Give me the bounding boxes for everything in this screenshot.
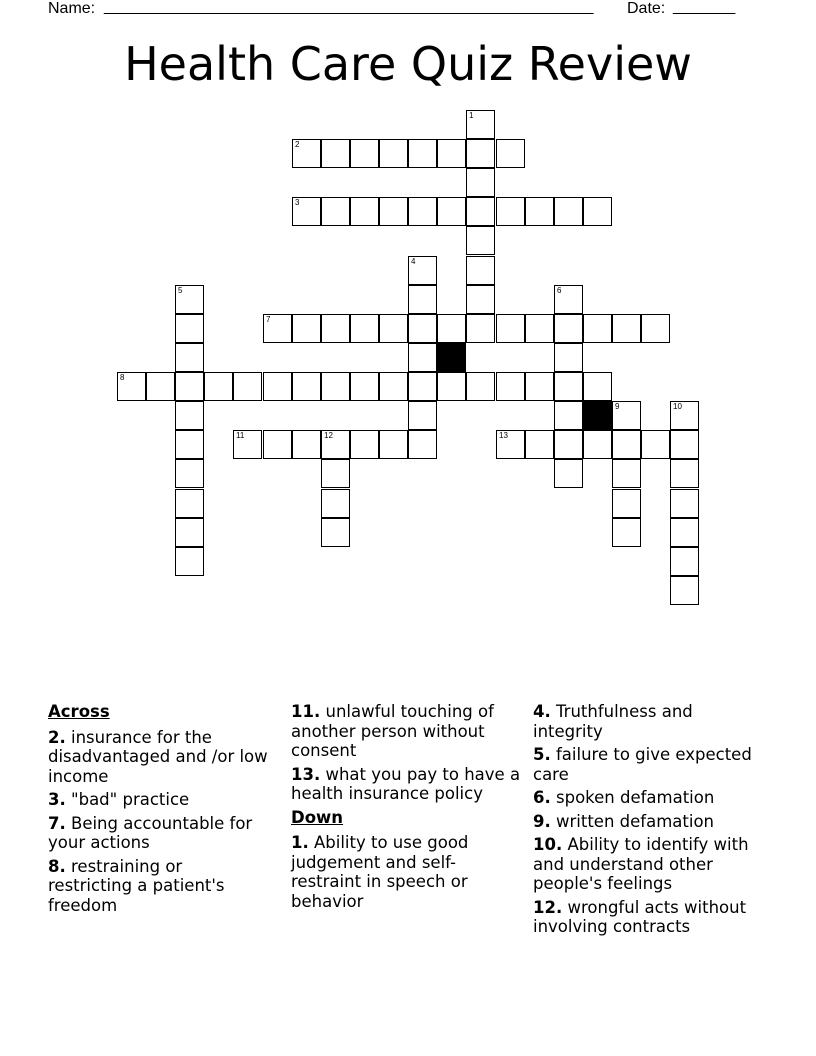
crossword-cell[interactable] bbox=[612, 518, 641, 547]
crossword-block bbox=[437, 343, 466, 372]
clue-down-12: 12. wrongful acts without involving contracts bbox=[533, 897, 747, 936]
crossword-cell[interactable] bbox=[175, 314, 204, 343]
crossword-cell[interactable] bbox=[350, 139, 379, 168]
clue-number: 4 bbox=[411, 257, 416, 266]
clue-across-13: 13. what you pay to have a health insurance policy bbox=[291, 764, 521, 803]
clue-down-6: 6. spoken defamation bbox=[533, 788, 715, 807]
crossword-cell[interactable] bbox=[175, 372, 204, 401]
crossword-cell[interactable] bbox=[466, 110, 495, 139]
crossword-cell[interactable] bbox=[554, 430, 583, 459]
clue-across-8: 8. restraining or restricting a patient's freedom bbox=[48, 856, 225, 915]
crossword-cell[interactable] bbox=[350, 372, 379, 401]
crossword-cell[interactable] bbox=[583, 197, 612, 226]
clue-across-7: 7. Being accountable for your actions bbox=[48, 813, 253, 852]
crossword-cell[interactable] bbox=[612, 489, 641, 518]
crossword-cell[interactable] bbox=[321, 314, 350, 343]
crossword-cell[interactable] bbox=[496, 197, 525, 226]
crossword-cell[interactable] bbox=[437, 372, 466, 401]
crossword-cell[interactable] bbox=[263, 372, 292, 401]
crossword-cell[interactable] bbox=[554, 401, 583, 430]
crossword-block bbox=[583, 401, 612, 430]
clues-column-1 bbox=[48, 702, 268, 919]
crossword-cell[interactable] bbox=[292, 139, 321, 168]
crossword-cell[interactable] bbox=[466, 256, 495, 285]
crossword-cell[interactable] bbox=[292, 430, 321, 459]
date-label: Date: bbox=[627, 0, 666, 17]
crossword-cell[interactable] bbox=[670, 547, 699, 576]
crossword-cell[interactable] bbox=[466, 139, 495, 168]
crossword-cell[interactable] bbox=[641, 314, 670, 343]
crossword-cell[interactable] bbox=[408, 430, 437, 459]
crossword-cell[interactable] bbox=[321, 139, 350, 168]
crossword-cell[interactable] bbox=[466, 197, 495, 226]
crossword-cell[interactable] bbox=[612, 430, 641, 459]
crossword-cell[interactable] bbox=[612, 459, 641, 488]
crossword-cell[interactable] bbox=[350, 430, 379, 459]
crossword-cell[interactable] bbox=[204, 372, 233, 401]
crossword-cell[interactable] bbox=[670, 430, 699, 459]
crossword-cell[interactable] bbox=[670, 576, 699, 605]
crossword-cell[interactable] bbox=[321, 489, 350, 518]
crossword-cell[interactable] bbox=[408, 197, 437, 226]
crossword-cell[interactable] bbox=[379, 314, 408, 343]
crossword-cell[interactable] bbox=[408, 343, 437, 372]
crossword-cell[interactable] bbox=[175, 285, 204, 314]
crossword-cell[interactable] bbox=[496, 139, 525, 168]
clue-number: 13 bbox=[499, 431, 508, 440]
crossword-cell[interactable] bbox=[554, 285, 583, 314]
crossword-cell[interactable] bbox=[670, 401, 699, 430]
crossword-cell[interactable] bbox=[175, 518, 204, 547]
clue-down-5: 5. failure to give expected care bbox=[533, 745, 752, 784]
crossword-cell[interactable] bbox=[175, 401, 204, 430]
crossword-cell[interactable] bbox=[496, 372, 525, 401]
crossword-cell[interactable] bbox=[263, 430, 292, 459]
crossword-cell[interactable] bbox=[466, 314, 495, 343]
clue-number: 11 bbox=[236, 431, 245, 440]
crossword-cell[interactable] bbox=[583, 372, 612, 401]
crossword-cell[interactable] bbox=[554, 372, 583, 401]
crossword-cell[interactable] bbox=[263, 314, 292, 343]
crossword-cell[interactable] bbox=[175, 489, 204, 518]
crossword-cell[interactable] bbox=[321, 372, 350, 401]
clue-across-3: 3. "bad" practice bbox=[48, 790, 190, 809]
clue-number: 12 bbox=[324, 431, 333, 440]
crossword-cell[interactable] bbox=[670, 489, 699, 518]
crossword-cell[interactable] bbox=[525, 372, 554, 401]
crossword-cell[interactable] bbox=[554, 197, 583, 226]
crossword-cell[interactable] bbox=[146, 372, 175, 401]
crossword-cell[interactable] bbox=[554, 343, 583, 372]
name-label: Name: bbox=[48, 0, 96, 17]
clue-number: 5 bbox=[178, 286, 183, 295]
crossword-cell[interactable] bbox=[437, 197, 466, 226]
crossword-cell[interactable] bbox=[408, 314, 437, 343]
date-blank: _______ bbox=[673, 0, 736, 15]
clues-column-3 bbox=[533, 702, 765, 941]
crossword-cell[interactable] bbox=[408, 401, 437, 430]
crossword-cell[interactable] bbox=[408, 372, 437, 401]
crossword-cell[interactable] bbox=[175, 459, 204, 488]
clue-number: 10 bbox=[673, 402, 682, 411]
crossword-cell[interactable] bbox=[554, 459, 583, 488]
crossword-cell[interactable] bbox=[525, 314, 554, 343]
crossword-cell[interactable] bbox=[496, 314, 525, 343]
crossword-cell[interactable] bbox=[379, 139, 408, 168]
clue-down-4: 4. Truthfulness and integrity bbox=[533, 702, 693, 741]
clue-number: 7 bbox=[266, 315, 271, 324]
crossword-cell[interactable] bbox=[583, 314, 612, 343]
clue-number: 3 bbox=[295, 198, 300, 207]
crossword-cell[interactable] bbox=[466, 372, 495, 401]
crossword-cell[interactable] bbox=[233, 372, 262, 401]
crossword-cell[interactable] bbox=[175, 430, 204, 459]
crossword-cell[interactable] bbox=[117, 372, 146, 401]
crossword-cell[interactable] bbox=[641, 430, 670, 459]
crossword-cell[interactable] bbox=[466, 168, 495, 197]
crossword-cell[interactable] bbox=[350, 314, 379, 343]
crossword-cell[interactable] bbox=[408, 256, 437, 285]
across-heading: Across bbox=[48, 702, 110, 721]
page-title: Health Care Quiz Review bbox=[124, 37, 692, 91]
crossword-cell[interactable] bbox=[233, 430, 262, 459]
crossword-cell[interactable] bbox=[612, 401, 641, 430]
crossword-cell[interactable] bbox=[496, 430, 525, 459]
crossword-cell[interactable] bbox=[379, 197, 408, 226]
crossword-cell[interactable] bbox=[408, 139, 437, 168]
clue-number: 6 bbox=[557, 286, 562, 295]
clue-number: 2 bbox=[295, 140, 300, 149]
crossword-cell[interactable] bbox=[292, 372, 321, 401]
crossword-cell[interactable] bbox=[175, 343, 204, 372]
crossword-cell[interactable] bbox=[408, 285, 437, 314]
clue-down-9: 9. written defamation bbox=[533, 811, 714, 831]
crossword-cell[interactable] bbox=[525, 197, 554, 226]
crossword-cell[interactable] bbox=[466, 285, 495, 314]
crossword-cell[interactable] bbox=[670, 459, 699, 488]
clue-number: 8 bbox=[120, 373, 125, 382]
crossword-cell[interactable] bbox=[583, 430, 612, 459]
crossword-cell[interactable] bbox=[670, 518, 699, 547]
clue-down-1: 1. Ability to use good judgement and self-restraint in speech or behavior bbox=[291, 833, 469, 911]
clue-down-10: 10. Ability to identify with and understand other people's feelings bbox=[533, 835, 749, 893]
crossword-cell[interactable] bbox=[525, 430, 554, 459]
crossword-cell[interactable] bbox=[554, 314, 583, 343]
crossword-cell[interactable] bbox=[437, 314, 466, 343]
clue-across-2: 2. insurance for the disadvantaged and /or low income bbox=[48, 727, 268, 786]
crossword-cell[interactable] bbox=[292, 314, 321, 343]
clue-number: 9 bbox=[615, 402, 620, 411]
crossword-cell[interactable] bbox=[612, 314, 641, 343]
crossword-cell[interactable] bbox=[175, 547, 204, 576]
crossword-cell[interactable] bbox=[321, 459, 350, 488]
crossword-cell[interactable] bbox=[379, 430, 408, 459]
clue-across-11: 11. unlawful touching of another person without consent bbox=[291, 702, 494, 760]
crossword-cell[interactable] bbox=[292, 197, 321, 226]
crossword-cell[interactable] bbox=[379, 372, 408, 401]
crossword-cell[interactable] bbox=[321, 518, 350, 547]
name-blank: _______________________________________________________ bbox=[104, 0, 594, 15]
crossword-cell[interactable] bbox=[437, 139, 466, 168]
clues-column-2 bbox=[291, 702, 523, 915]
down-heading: Down bbox=[291, 807, 344, 827]
crossword-cell[interactable] bbox=[321, 197, 350, 226]
crossword-cell[interactable] bbox=[350, 197, 379, 226]
crossword-cell[interactable] bbox=[466, 226, 495, 255]
clue-number: 1 bbox=[469, 111, 474, 120]
crossword-cell[interactable] bbox=[321, 430, 350, 459]
